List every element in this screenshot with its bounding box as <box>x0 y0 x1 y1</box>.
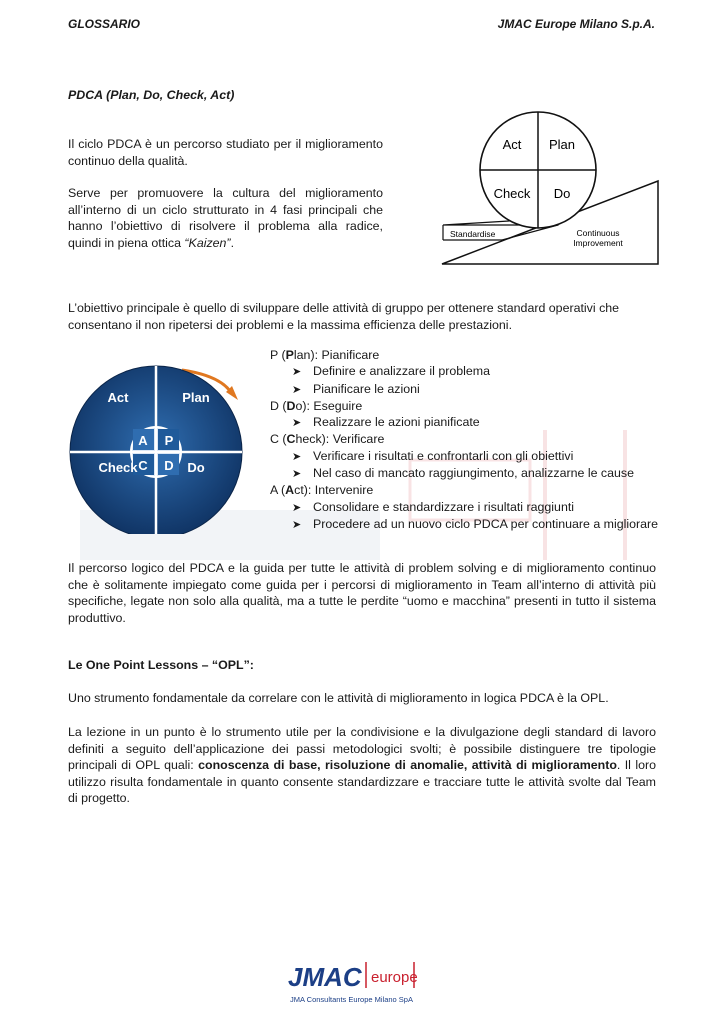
standardise-label: Standardise <box>450 229 496 239</box>
phase-list <box>270 347 670 533</box>
wheel-do-label: Do <box>553 186 571 201</box>
phase-do: D (Do): Eseguire <box>270 398 363 413</box>
section-title: PDCA (Plan, Do, Check, Act) <box>68 88 235 102</box>
wheel-act-label: Act <box>502 137 522 152</box>
blue-do-label: Do <box>187 460 205 475</box>
jmac-europe-logo <box>286 958 446 1008</box>
blue-act-label: Act <box>107 390 129 405</box>
kaizen-term: “Kaizen” <box>184 235 231 250</box>
pdca-blue-circle <box>62 364 250 534</box>
blue-plan-label: Plan <box>182 390 210 405</box>
blue-check-label: Check <box>98 460 138 475</box>
arrow-bullet-icon: ➤ <box>292 450 302 463</box>
phase-act-item: ➤ Procedere ad un nuovo ciclo PDCA per continuare a migliorare <box>270 516 670 533</box>
inner-letter-c: C <box>138 458 148 473</box>
arrow-bullet-icon: ➤ <box>292 383 302 396</box>
arrow-bullet-icon: ➤ <box>292 366 302 379</box>
logo-subtitle: JMA Consultants Europe Milano SpA <box>290 995 413 1004</box>
percorso-paragraph: Il percorso logico del PDCA e la guida per tutte le attività di problem solving e di miglioramento continuo che è solitamente impiegato come guida per i percorsi di miglioramento in Team all’interno di attività più specifiche, legate non solo alla qualità, ma a tutte le perdite “uomo e macchina” presenti in tutto il sistema produttivo. <box>68 561 656 625</box>
phase-plan: P (Plan): Pianificare <box>270 348 380 362</box>
phase-check: C (Check): Verificare <box>270 432 385 447</box>
phase-check-item: ➤ Nel caso di mancato raggiungimento, analizzarne le cause <box>270 465 670 482</box>
objective-paragraph: L’obiettivo principale è quello di sviluppare delle attività di gruppo per ottenere standard operativi che consentano il non ripetersi dei problemi e la massima efficienza delle prestazioni. <box>68 301 620 332</box>
opl-paragraph-2: La lezione in un punto è lo strumento utile per la condivisione e la divulgazione degli standard di lavoro definiti a seguito dell’applicazione dei passi metodologici svolti; è possibile distinguere tre tipologie principali di OPL quali: conoscenza di base, risoluzione di anomalie, attività di miglioramento. Il loro utilizzo risulta fondamentale in quanto consente standardizzare e tracciare tutte le attività svolte dal Team di progetto. <box>68 725 657 805</box>
phase-do-item: ➤ Realizzare le azioni pianificate <box>270 414 670 431</box>
inner-letter-d: D <box>164 458 174 473</box>
inner-letter-p: P <box>164 433 174 448</box>
phase-act: A (Act): Intervenire <box>270 483 374 498</box>
opl-paragraph-1: Uno strumento fondamentale da correlare con le attività di miglioramento in logica PDCA è la OPL. <box>68 691 609 705</box>
wheel-check-label: Check <box>493 186 531 201</box>
arrow-bullet-icon: ➤ <box>292 501 302 514</box>
pdca-wheel-slope-diagram <box>440 104 665 268</box>
continuous-label: Continuous <box>576 228 620 238</box>
phase-plan-item: ➤ Pianificare le azioni <box>270 381 670 398</box>
phase-act-item: ➤ Consolidare e standardizzare i risultati raggiunti <box>270 499 670 516</box>
intro-paragraph-1: Il ciclo PDCA è un percorso studiato per il miglioramento continuo della qualità. <box>68 137 383 168</box>
improvement-label: Improvement <box>573 238 623 248</box>
arrow-bullet-icon: ➤ <box>292 518 302 531</box>
logo-jmac: JMAC <box>288 962 362 992</box>
inner-letter-a: A <box>138 433 148 448</box>
wheel-plan-label: Plan <box>548 137 576 152</box>
arrow-bullet-icon: ➤ <box>292 468 302 481</box>
header-right: JMAC Europe Milano S.p.A. <box>497 17 655 31</box>
intro-text: Serve per promuovere la cultura del miglioramento all’interno di un ciclo strutturato in 4 fasi principali che hanno l’obiettivo di risolvere il problema alla radice, quindi in piena ottica <box>68 186 383 250</box>
phase-check-item: ➤ Verificare i risultati e confrontarli con gli obiettivi <box>270 448 670 465</box>
intro-end: . <box>230 235 235 250</box>
intro-paragraph-2 <box>68 185 383 251</box>
phase-plan-item: ➤ Definire e analizzare il problema <box>270 363 670 380</box>
opl-types: conoscenza di base, risoluzione di anomalie, attività di miglioramento <box>198 758 617 772</box>
arrow-bullet-icon: ➤ <box>292 417 302 430</box>
header-left: GLOSSARIO <box>68 17 141 31</box>
opl-title: Le One Point Lessons – “OPL”: <box>68 658 254 672</box>
logo-europe: europe <box>371 969 418 986</box>
